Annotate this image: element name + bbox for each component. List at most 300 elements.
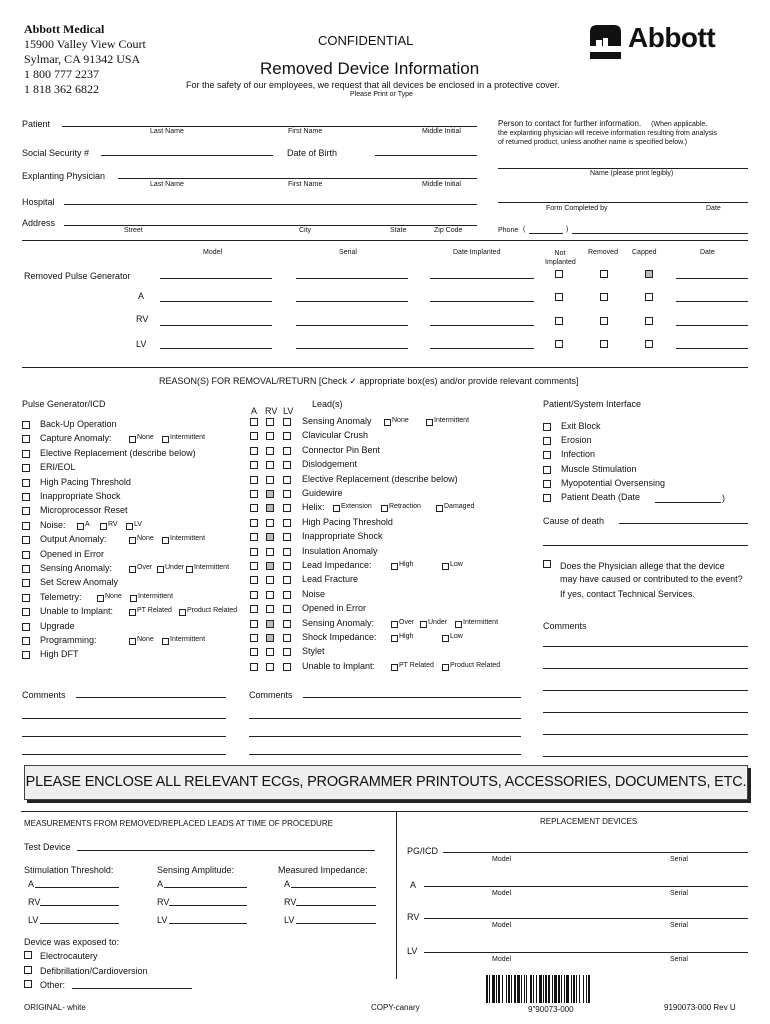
checkbox-pg-reason[interactable] [22,479,30,487]
psi-comments-line[interactable] [543,646,748,647]
measurements-title: MEASUREMENTS FROM REMOVED/REPLACED LEADS AT TIME OF PROCEDURE [24,819,333,828]
replacement-pg-label: PG/ICD [407,846,439,856]
checkbox-pg-reason[interactable] [22,493,30,501]
lead-reason-label: Lead Impedance: [302,560,372,570]
serial-field-rv[interactable] [296,325,408,326]
replacement-a-model: Model [492,890,512,897]
ssn-field[interactable] [101,155,273,156]
serial-field-a[interactable] [296,301,408,302]
replacement-pg-model: Model [492,856,512,863]
lead-sub-option-label: Under [428,619,448,626]
sense-lv-field[interactable] [169,923,247,924]
pg-reason-label: Microprocessor Reset [40,505,128,515]
checkbox-lead-reason[interactable] [250,519,258,527]
stim-a-field[interactable] [35,887,119,888]
enclose-banner [24,765,748,800]
completed-date-caption: Date [706,205,721,212]
replacement-pg-field[interactable] [443,852,748,853]
phone-paren-open: ( [523,226,526,233]
checkbox-lead-reason[interactable] [283,648,291,656]
checkbox-psi-reason[interactable] [543,437,551,445]
company-name: Abbott Medical [24,22,105,36]
checkbox-lead-reason[interactable] [266,576,274,584]
checkbox-pg-sub-option[interactable] [157,566,164,573]
imp-a-field[interactable] [291,887,376,888]
patient-name-line[interactable] [62,126,477,127]
logo-text: Abbott [628,22,716,53]
checkbox-lead-reason[interactable] [266,490,274,498]
lead-sub-option-label: Product Related [450,662,501,669]
pg-comments-line[interactable] [76,697,226,698]
dob-label: Date of Birth [287,148,338,158]
sense-label: Sensing Amplitude: [157,865,235,875]
checkbox-pg-reason[interactable] [22,623,30,631]
pg-sub-option-label: Intermittent [138,593,174,600]
checkbox-pg-sub-option[interactable] [162,638,169,645]
pg-title: Pulse Generator/ICD [22,399,106,409]
checkbox-pg-reason[interactable] [22,565,30,573]
replacement-rv-model: Model [492,922,512,929]
checkbox-lead-sub-option[interactable] [455,621,462,628]
checkbox-pg-reason[interactable] [22,594,30,602]
phone-field[interactable] [572,233,748,234]
row-label-pulse-generator: Removed Pulse Generator [24,271,131,281]
completed-by-caption: Form Completed by [546,205,608,212]
checkbox-lead-reason[interactable] [266,591,274,599]
serial-field-lv[interactable] [296,348,408,349]
checkbox-capped-a[interactable] [645,293,653,301]
lead-sub-option-label: Intermittent [434,417,470,424]
pg-sub-option-label: None [137,434,154,441]
psi-comments-line[interactable] [543,690,748,691]
replacement-a-label: A [410,880,417,890]
pg-sub-option-label: None [105,593,122,600]
checkbox-lead-reason[interactable] [266,461,274,469]
checkbox-lead-reason[interactable] [283,533,291,541]
pg-reason-label: Programming: [40,635,97,645]
checkbox-lead-reason[interactable] [283,620,291,628]
pg-reason-label: High DFT [40,649,79,659]
checkbox-pg-sub-option[interactable] [186,566,193,573]
model-field-lv[interactable] [160,348,272,349]
checkbox-other[interactable] [24,980,32,988]
replacement-rv-field[interactable] [424,918,748,919]
psi-comments-label: Comments [543,621,587,631]
checkbox-lead-sub-option[interactable] [391,635,398,642]
pg-sub-option-label: Intermittent [170,535,206,542]
sense-rv-field[interactable] [169,905,247,906]
lead-col-lv: LV [283,406,294,416]
checkbox-lead-reason[interactable] [250,591,258,599]
date-implanted-field-rv[interactable] [430,325,534,326]
barcode-text: 9"90073-000 [528,1005,574,1014]
checkbox-pg-reason[interactable] [22,464,30,472]
stim-lv-label: LV [28,915,39,925]
checkbox-psi-reason[interactable] [543,480,551,488]
psi-comments-line[interactable] [543,756,748,757]
checkbox-pg-sub-option[interactable] [100,523,107,530]
pg-reason-label: Sensing Anomaly: [40,563,113,573]
checkbox-pg-sub-option[interactable] [179,609,186,616]
checkbox-lead-reason[interactable] [283,418,291,426]
street-caption: Street [124,227,143,234]
checkbox-lead-sub-option[interactable] [333,505,340,512]
stim-a-label: A [28,879,35,889]
checkbox-pg-sub-option[interactable] [130,595,137,602]
checkbox-lead-sub-option[interactable] [442,635,449,642]
lead-comments-line[interactable] [249,736,521,737]
imp-a-label: A [284,879,291,889]
lead-reason-label: Helix: [302,502,325,512]
checkbox-pg-reason[interactable] [22,450,30,458]
state-caption: State [390,227,407,234]
checkbox-lead-reason[interactable] [283,461,291,469]
checkbox-lead-reason[interactable] [250,548,258,556]
checkbox-psi-reason[interactable] [543,423,551,431]
model-field-a[interactable] [160,301,272,302]
serial-field-pg[interactable] [296,278,408,279]
pg-sub-option-label: Intermittent [194,564,230,571]
pg-comments-line[interactable] [22,736,226,737]
imp-lv-field[interactable] [296,923,376,924]
lead-reason-label: Connector Pin Bent [302,445,381,455]
checkbox-removed-pg[interactable] [600,270,608,278]
checkbox-psi-reason[interactable] [543,451,551,459]
checkbox-lead-reason[interactable] [283,576,291,584]
cause-of-death-field[interactable] [619,523,748,524]
lead-col-rv: RV [265,406,278,416]
contact-note3: of returned product, unless another name is specified below.) [498,139,688,146]
replacement-pg-serial: Serial [670,856,688,863]
form-number: 9190073-000 Rev U [664,1003,736,1012]
checkbox-lead-reason[interactable] [266,476,274,484]
checkbox-pg-reason[interactable] [22,421,30,429]
checkbox-pg-sub-option[interactable] [129,436,136,443]
checkbox-lead-reason[interactable] [266,562,274,570]
cause-of-death-field-2[interactable] [543,545,748,546]
checkbox-pg-sub-option[interactable] [162,537,169,544]
allege-line2: may have caused or contributed to the event? [560,574,743,584]
stim-rv-field[interactable] [40,905,119,906]
abbott-logo-icon [587,22,624,62]
checkbox-lead-reason[interactable] [250,533,258,541]
lead-sub-option-label: Intermittent [463,619,499,626]
pg-sub-option-label: A [85,521,90,528]
date-field-rv[interactable] [676,325,748,326]
checkbox-not-implanted-rv[interactable] [555,317,563,325]
checkbox-defibrillation[interactable] [24,966,32,974]
checkbox-lead-reason[interactable] [283,432,291,440]
psi-comments-line[interactable] [543,734,748,735]
checkbox-lead-reason[interactable] [266,533,274,541]
pg-reason-label: Opened in Error [40,549,105,559]
checkbox-lead-reason[interactable] [283,605,291,613]
checkbox-not-implanted-a[interactable] [555,293,563,301]
lead-reason-label: Clavicular Crush [302,430,369,440]
lead-sub-option-label: Retraction [389,503,421,510]
last-name-caption-2: Last Name [150,181,184,188]
checkbox-pg-reason[interactable] [22,435,30,443]
checkbox-capped-rv[interactable] [645,317,653,325]
checkbox-lead-reason[interactable] [283,548,291,556]
psi-reason-label: Myopotential Oversensing [561,478,666,488]
lead-comments-label: Comments [249,690,293,700]
pg-sub-option-label: PT Related [137,607,172,614]
checkbox-lead-reason[interactable] [266,418,274,426]
checkbox-lead-reason[interactable] [283,663,291,671]
checkbox-lead-reason[interactable] [250,476,258,484]
table-header-not-implanted: Not Implanted [545,250,576,266]
explanting-field[interactable] [118,178,477,179]
checkbox-lead-reason[interactable] [266,648,274,656]
checkbox-lead-reason[interactable] [283,591,291,599]
checkbox-lead-sub-option[interactable] [384,419,391,426]
checkbox-lead-reason[interactable] [283,634,291,642]
checkbox-electrocautery[interactable] [24,951,32,959]
checkbox-lead-sub-option[interactable] [426,419,433,426]
lead-reason-label: Inappropriate Shock [302,531,383,541]
footer-original: ORIGINAL- white [24,1003,86,1012]
table-header-date-implanted: Date Implanted [453,249,501,256]
checkbox-lead-reason[interactable] [250,663,258,671]
pg-reason-label: Elective Replacement (describe below) [40,448,196,458]
pg-reason-label: High Pacing Threshold [40,477,131,487]
checkbox-lead-sub-option[interactable] [381,505,388,512]
sense-a-label: A [157,879,164,889]
checkbox-removed-rv[interactable] [600,317,608,325]
checkbox-lead-sub-option[interactable] [391,563,398,570]
pg-reason-label: ERI/EOL [40,462,76,472]
lead-comments-line[interactable] [303,697,521,698]
patient-death-date-field[interactable] [655,502,721,503]
lead-sub-option-label: PT Related [399,662,434,669]
allege-line1: Does the Physician allege that the device [560,561,725,571]
checkbox-pg-reason[interactable] [22,651,30,659]
pg-comments-line[interactable] [22,754,226,755]
barcode-icon [484,975,628,1005]
pg-reason-label: Set Screw Anomaly [40,577,119,587]
replacement-rv-label: RV [407,912,420,922]
checkbox-pg-sub-option[interactable] [129,537,136,544]
model-field-pg[interactable] [160,278,272,279]
print-note: Please Print or Type [350,91,413,98]
sense-a-field[interactable] [164,887,247,888]
checkbox-pg-sub-option[interactable] [97,595,104,602]
lead-reason-label: Unable to Implant: [302,661,376,671]
checkbox-lead-reason[interactable] [250,432,258,440]
checkbox-lead-reason[interactable] [250,562,258,570]
table-header-date: Date [700,249,715,256]
checkbox-lead-sub-option[interactable] [436,505,443,512]
middle-initial-caption: Middle Initial [422,128,461,135]
checkbox-lead-sub-option[interactable] [420,621,427,628]
company-city: Sylmar, CA 91342 USA [24,52,141,66]
checkbox-lead-sub-option[interactable] [442,563,449,570]
checkbox-lead-reason[interactable] [250,418,258,426]
ssn-label: Social Security # [22,148,90,158]
lead-sub-option-label: Damaged [444,503,475,510]
checkbox-not-implanted-lv[interactable] [555,340,563,348]
imp-rv-field[interactable] [296,905,376,906]
checkbox-removed-a[interactable] [600,293,608,301]
stim-label: Stimulation Threshold: [24,865,114,875]
replacement-box-left [396,811,397,979]
checkbox-pg-reason[interactable] [22,637,30,645]
checkbox-pg-sub-option[interactable] [162,436,169,443]
checkbox-lead-reason[interactable] [250,504,258,512]
checkbox-lead-reason[interactable] [266,432,274,440]
checkbox-lead-reason[interactable] [266,504,274,512]
dob-field[interactable] [375,155,477,156]
imp-label: Measured Impedance: [278,865,368,875]
checkbox-lead-reason[interactable] [266,634,274,642]
measurements-box-top [21,811,396,812]
hospital-label: Hospital [22,197,55,207]
checkbox-not-implanted-pg[interactable] [555,270,563,278]
checkbox-lead-reason[interactable] [250,648,258,656]
checkbox-psi-reason[interactable] [543,466,551,474]
lead-reason-label: Guidewire [302,488,343,498]
pg-sub-option-label: Over [137,564,153,571]
company-street: 15900 Valley View Court [24,37,146,51]
pg-reason-label: Output Anomaly: [40,534,107,544]
lead-reason-label: Elective Replacement (describe below) [302,474,458,484]
checkbox-lead-reason[interactable] [266,620,274,628]
date-field-lv[interactable] [676,348,748,349]
date-implanted-field-pg[interactable] [430,278,534,279]
date-implanted-field-a[interactable] [430,301,534,302]
checkbox-pg-reason[interactable] [22,536,30,544]
page-title: Removed Device Information [260,59,480,78]
allege-line3: If yes, contact Technical Services. [560,589,695,599]
psi-comments-line[interactable] [543,668,748,669]
replacement-lv-label: LV [407,946,418,956]
checkbox-pg-sub-option[interactable] [129,609,136,616]
lead-sub-option-label: High [399,561,414,568]
checkbox-lead-reason[interactable] [283,476,291,484]
checkbox-psi-reason[interactable] [543,494,551,502]
checkbox-lead-reason[interactable] [250,634,258,642]
checkbox-lead-sub-option[interactable] [391,621,398,628]
exposure-other: Other: [40,980,66,990]
checkbox-physician-allege[interactable] [543,560,551,568]
banner-text: PLEASE ENCLOSE ALL RELEVANT ECGs, PROGRAMMER PRINTOUTS, ACCESSORIES, DOCUMENTS, ETC. [25,774,747,790]
checkbox-pg-sub-option[interactable] [126,523,133,530]
checkbox-pg-reason[interactable] [22,551,30,559]
psi-reason-label: Muscle Stimulation [561,464,637,474]
pg-reason-label: Unable to Implant: [40,606,114,616]
allege-text [560,560,743,601]
replacement-a-serial: Serial [670,890,688,897]
checkbox-lead-reason[interactable] [266,447,274,455]
checkbox-capped-pg[interactable] [645,270,653,278]
checkbox-lead-reason[interactable] [250,447,258,455]
lead-reason-label: Shock Impedance: [302,632,377,642]
exposure-electrocautery: Electrocautery [40,951,98,961]
checkbox-lead-reason[interactable] [283,504,291,512]
checkbox-removed-lv[interactable] [600,340,608,348]
checkbox-pg-sub-option[interactable] [129,566,136,573]
lead-reason-label: Dislodgement [302,459,358,469]
checkbox-pg-sub-option[interactable] [77,523,84,530]
replacement-a-field[interactable] [424,886,748,887]
date-field-pg[interactable] [676,278,748,279]
contact-note1: (When applicable, [651,121,708,128]
date-field-a[interactable] [676,301,748,302]
exposure-other-field[interactable] [72,988,192,989]
checkbox-lead-reason[interactable] [283,490,291,498]
checkbox-lead-reason[interactable] [283,447,291,455]
pg-reason-label: Upgrade [40,621,75,631]
model-field-rv[interactable] [160,325,272,326]
completed-by-field[interactable] [498,202,748,203]
checkbox-lead-reason[interactable] [250,620,258,628]
middle-initial-caption-2: Middle Initial [422,181,461,188]
replacement-lv-field[interactable] [424,952,748,953]
psi-comments-line[interactable] [543,712,748,713]
pg-comments-line[interactable] [22,718,226,719]
stim-lv-field[interactable] [40,923,119,924]
checkbox-lead-reason[interactable] [266,663,274,671]
checkbox-lead-reason[interactable] [283,519,291,527]
sense-rv-label: RV [157,897,170,907]
pg-reason-label: Inappropriate Shock [40,491,121,501]
checkbox-lead-reason[interactable] [283,562,291,570]
lead-comments-line[interactable] [249,754,521,755]
checkbox-lead-reason[interactable] [266,548,274,556]
checkbox-pg-reason[interactable] [22,507,30,515]
reasons-title: REASON(S) FOR REMOVAL/RETURN [Check ✓ appropriate box(es) and/or provide relevant comments] [159,376,579,386]
checkbox-lead-reason[interactable] [250,605,258,613]
checkbox-lead-reason[interactable] [266,519,274,527]
contact-name-caption: Name (please print legibly) [590,170,674,177]
checkbox-lead-reason[interactable] [250,576,258,584]
imp-lv-label: LV [284,915,295,925]
checkbox-lead-reason[interactable] [250,461,258,469]
checkbox-lead-sub-option[interactable] [391,664,398,671]
checkbox-capped-lv[interactable] [645,340,653,348]
replacement-box-top [396,811,748,812]
phone-paren-close: ) [566,226,569,233]
phone-area-field[interactable] [529,233,563,234]
section-divider-1 [22,240,748,241]
lead-reason-label: Noise [302,589,326,599]
address-field[interactable] [64,225,477,226]
pg-sub-option-label: None [137,535,154,542]
checkbox-lead-sub-option[interactable] [442,664,449,671]
hospital-field[interactable] [64,204,477,205]
pg-reason-label: Noise: [40,520,66,530]
date-implanted-field-lv[interactable] [430,348,534,349]
lead-reason-label: Opened in Error [302,603,367,613]
test-device-field[interactable] [77,850,375,851]
contact-name-field[interactable] [498,168,748,169]
checkbox-pg-sub-option[interactable] [129,638,136,645]
checkbox-lead-reason[interactable] [250,490,258,498]
lead-reason-label: Sensing Anomaly [302,416,372,426]
lead-comments-line[interactable] [249,718,521,719]
first-name-caption-2: First Name [288,181,323,188]
checkbox-pg-reason[interactable] [22,608,30,616]
patient-label: Patient [22,119,51,129]
exposure-defibrillation: Defibrillation/Cardioversion [40,966,148,976]
cause-of-death-label: Cause of death [543,516,605,526]
checkbox-lead-reason[interactable] [266,605,274,613]
checkbox-pg-reason[interactable] [22,579,30,587]
checkbox-pg-reason[interactable] [22,522,30,530]
contact-note [498,119,748,147]
lead-reason-label: High Pacing Threshold [302,517,393,527]
